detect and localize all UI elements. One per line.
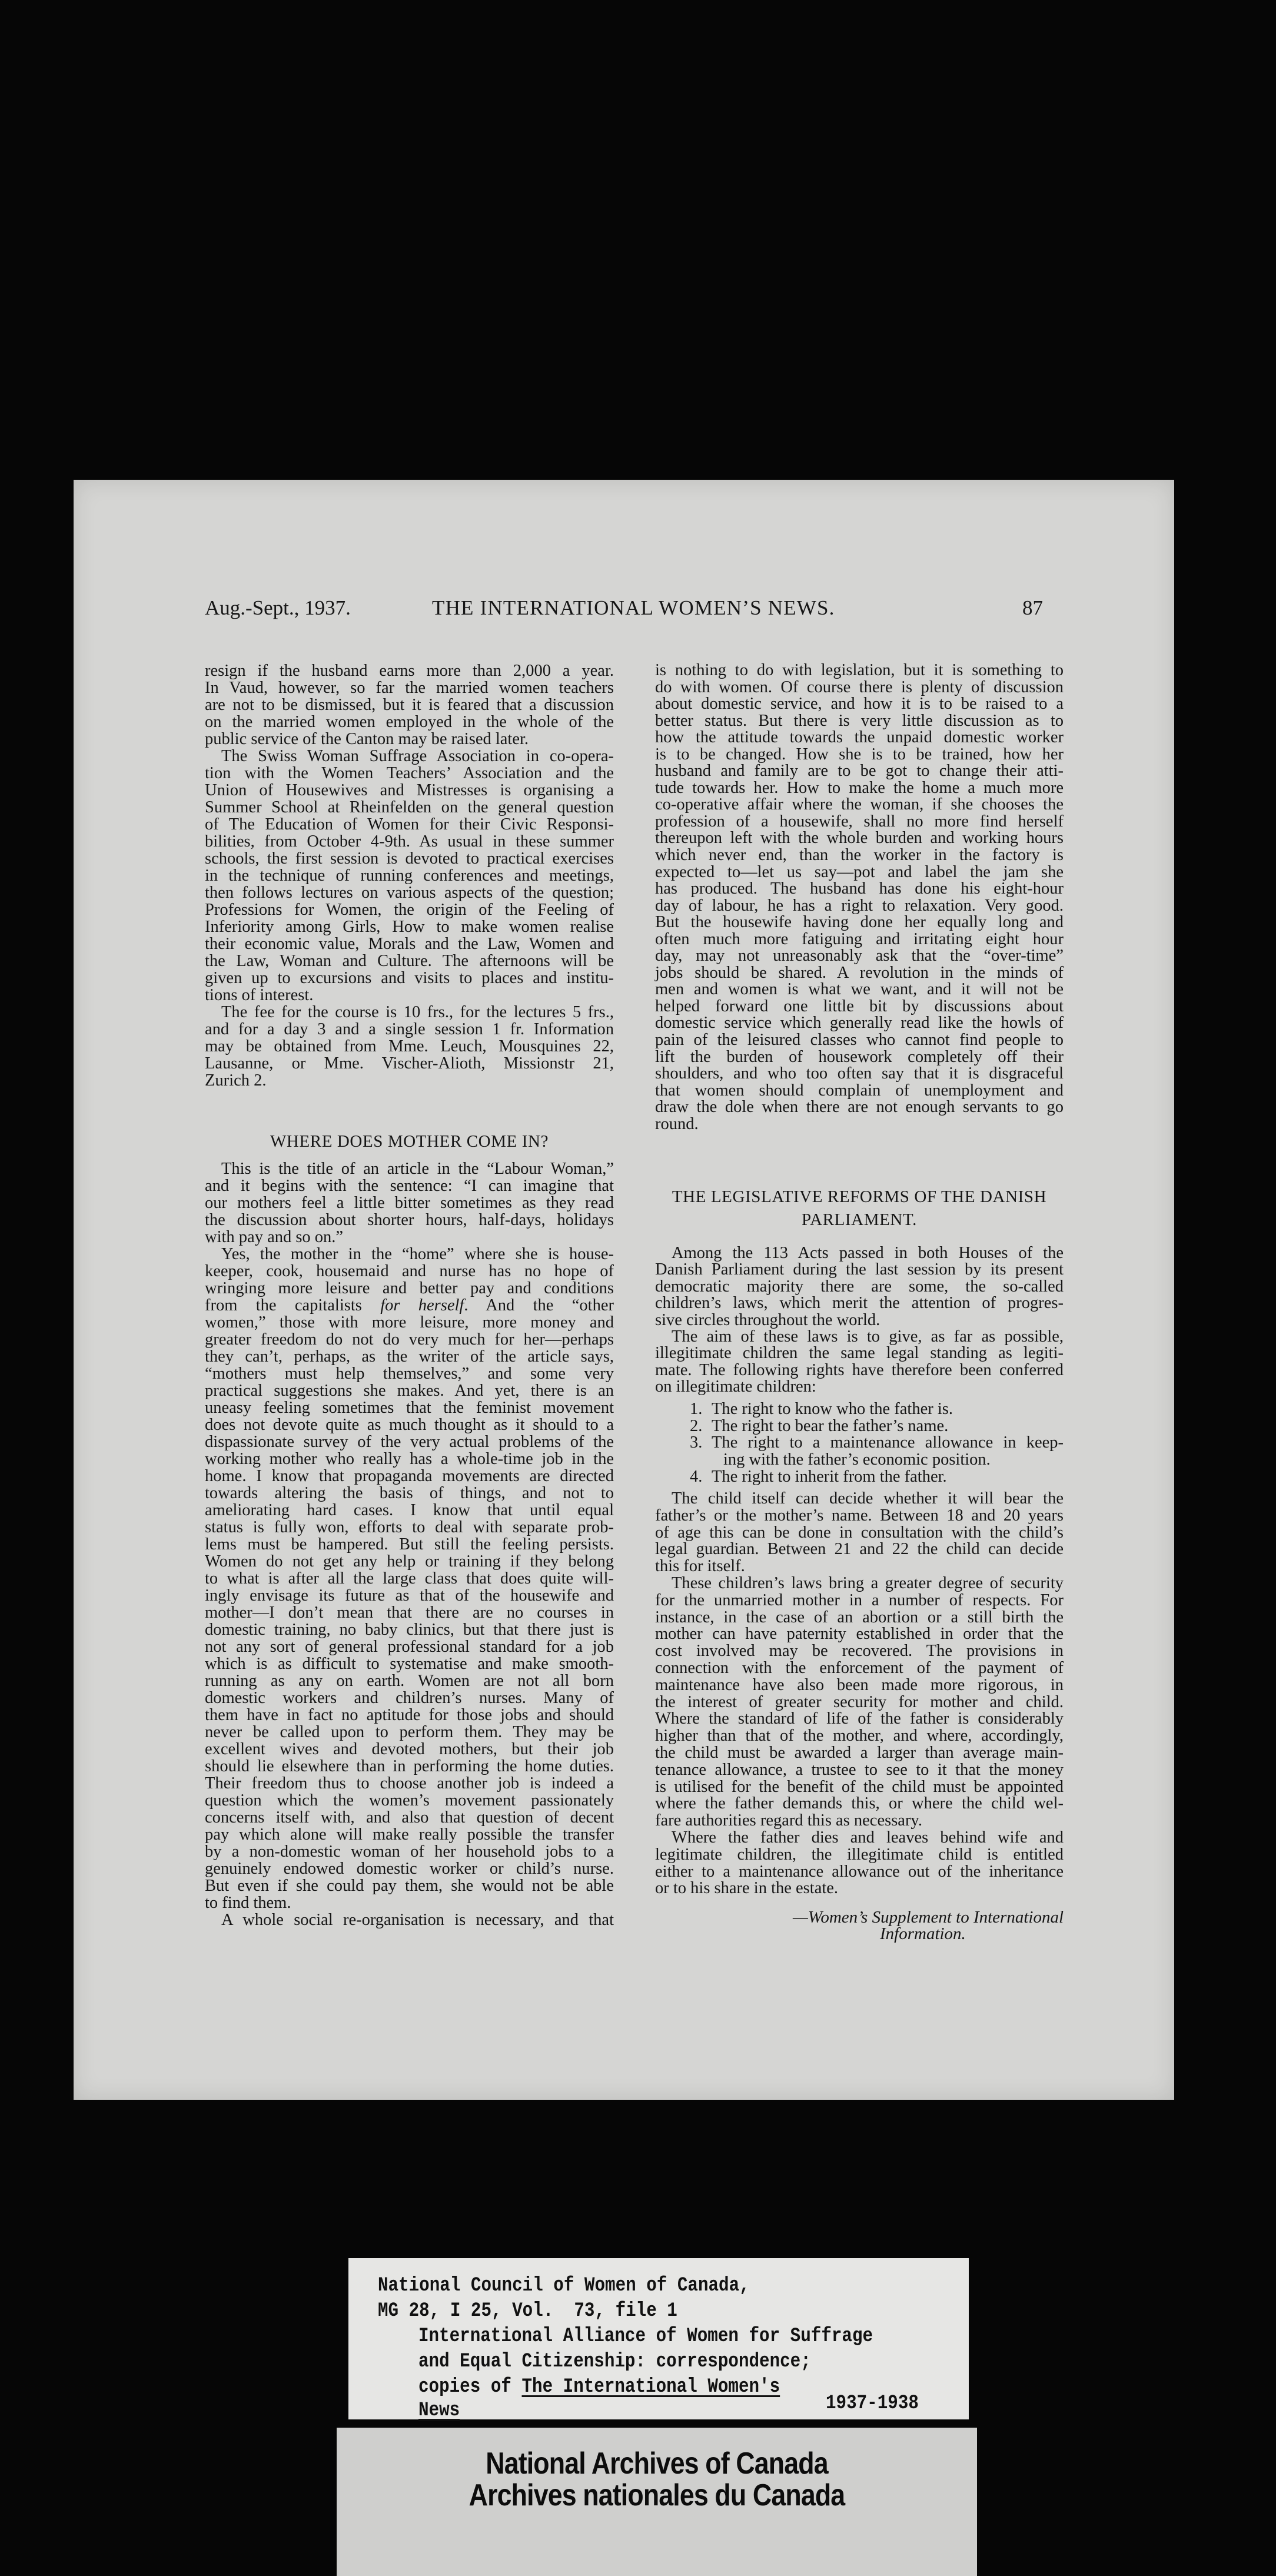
text-line: never be called upon to perform them. They may be [205, 1723, 614, 1741]
text-line: The Swiss Woman Suffrage Association in co-opera- [221, 747, 614, 765]
text-line: the interest of greater security for mother and child. [655, 1692, 1064, 1711]
text-line: given up to excursions and visits to places and institu- [205, 969, 614, 987]
card-publication-title-end: News [418, 2399, 460, 2422]
card-line-1: National Council of Women of Canada, [378, 2275, 750, 2297]
text-line: pain of the leisured classes who cannot find people to [655, 1031, 1064, 1050]
card-line-3: International Alliance of Women for Suffrage [418, 2325, 873, 2348]
list-item [690, 1469, 1064, 1486]
danish-intro-text [655, 1245, 1064, 1396]
list-number: 1. [690, 1400, 703, 1418]
article-heading-danish-line1: THE LEGISLATIVE REFORMS OF THE DANISH [672, 1187, 1047, 1206]
text-line: father’s or the mother’s name. Between 18 and 20 years [655, 1506, 1064, 1525]
text-line: legitimate children, the illegitimate child is entitled [655, 1845, 1064, 1864]
text-line: of age this can be done in consultation with the child’s [655, 1523, 1064, 1542]
text-line: is nothing to do with legislation, but it is something to [655, 661, 1064, 679]
text-line: for the unmarried mother in a number of respects. For [655, 1591, 1064, 1609]
text-line: often much more fatiguing and irritating eight hour [655, 930, 1064, 948]
text-line: lems must be hampered. But still the feeling persists. [205, 1535, 614, 1553]
text-line: ameliorating hard cases. I know that until equal [205, 1501, 614, 1519]
paragraph [655, 1575, 1064, 1830]
left-continuation-text [205, 662, 614, 1089]
archive-banner [337, 2428, 977, 2576]
text-line: towards altering the basis of things, and not to [205, 1484, 614, 1502]
text-line: Union of Housewives and Mistresses is organising a [205, 781, 614, 799]
text-line: instance, in the case of an abortion or a still birth the [655, 1608, 1064, 1626]
text-line: Inferiority among Girls, How to make women realise [205, 918, 614, 936]
text-line: The aim of these laws is to give, as far as possible, [672, 1327, 1064, 1346]
paragraph [655, 1329, 1064, 1396]
text-line: A whole social re-organisation is necessary, and that [221, 1911, 614, 1929]
article-mother-text [205, 1160, 614, 1928]
text-line: Summer School at Rheinfelden on the general question [205, 798, 614, 816]
text-line: this for itself. [655, 1557, 745, 1576]
text-line: thereupon left with the whole burden and working hours [655, 829, 1064, 848]
list-item-text: The right to inherit from the father. [712, 1467, 947, 1486]
text-line: better status. But there is very little discussion as to [655, 711, 1064, 730]
paragraph [205, 1246, 614, 1911]
text-line: by a non-domestic woman of her household jobs to a [205, 1843, 614, 1861]
card-line-2: MG 28, I 25, Vol. 73, file 1 [378, 2300, 677, 2322]
text-line: This is the title of an article in the “Labour Woman,” [221, 1160, 614, 1178]
card-line-4: and Equal Citizenship: correspondence; [418, 2351, 811, 2373]
text-line: our mothers feel a little bitter sometimes as they read [205, 1194, 614, 1212]
archive-name-english: National Archives of Canada [486, 2446, 828, 2481]
text-line: excellent wives and devoted mothers, but their job [205, 1740, 614, 1758]
text-line: Lausanne, or Mme. Vischer-Alioth, Missionstr 21, [205, 1054, 614, 1073]
paragraph [655, 1830, 1064, 1897]
danish-body-text [655, 1491, 1064, 1897]
text-line: their economic value, Morals and the Law, Women and [205, 935, 614, 953]
text-line: about domestic service, and how it is to be raised to a [655, 695, 1064, 713]
text-line: to find them. [205, 1894, 291, 1912]
paragraph [205, 1004, 614, 1089]
text-line: with pay and so on.” [205, 1228, 344, 1246]
text-line: legal guardian. Between 21 and 22 the child can decide [655, 1540, 1064, 1559]
list-item [690, 1418, 1064, 1435]
list-item [690, 1401, 1064, 1418]
text-line: tion with the Women Teachers’ Association and the [205, 764, 614, 782]
text-line: Women do not get any help or training if they belong [205, 1552, 614, 1571]
text-line: concerns itself with, and also that question of decent [205, 1808, 614, 1827]
text-line: women,” those with more leisure, more money and [205, 1313, 614, 1332]
text-line: which never end, than the worker in the factory is [655, 846, 1064, 865]
attribution-line2: Information. [880, 1924, 966, 1943]
text-line: mother—I don’t mean that there are no courses in [205, 1604, 614, 1622]
list-item-text: The right to a maintenance allowance in keep- [712, 1433, 1064, 1452]
text-line: co-operative affair where the woman, if she chooses the [655, 795, 1064, 814]
card-line-5-prefix: copies of [418, 2376, 522, 2398]
text-line: question which the women’s movement passionately [205, 1791, 614, 1810]
text-line: mother can have paternity established in order that the [655, 1625, 1064, 1644]
paragraph [205, 662, 614, 748]
text-line: or to his share in the estate. [655, 1879, 839, 1898]
text-line [205, 1297, 614, 1314]
text-line: and for a day 3 and a single session 1 fr. Information [205, 1020, 614, 1038]
attribution-line1: —Women’s Supplement to International [793, 1908, 1064, 1927]
text-line: ingly envisage its future as that of the housewife and [205, 1586, 614, 1605]
text-line: Where the standard of life of the father is considerably [655, 1709, 1064, 1728]
text-line: does not devote quite as much thought as it should to a [205, 1416, 614, 1434]
text-line: illegitimate children the same legal standing as legiti- [655, 1344, 1064, 1363]
text-line: husband and family are to be got to change their atti- [655, 762, 1064, 781]
paragraph [655, 662, 1064, 1133]
text-line: the Law, Woman and Culture. The afternoons will be [205, 952, 614, 970]
text-line: mate. The following rights have therefore been conferred [655, 1360, 1064, 1379]
text-line: do with women. Of course there is plenty of discussion [655, 678, 1064, 696]
italic-text: for herself [380, 1296, 464, 1314]
text-line: day, may not unreasonably ask that the “over-time” [655, 947, 1064, 965]
text-line: connection with the enforcement of the payment of [655, 1658, 1064, 1677]
text-line: the discussion about shorter hours, half-days, holidays [205, 1211, 614, 1229]
text-line: Their freedom thus to choose another job is indeed a [205, 1774, 614, 1792]
list-number: 2. [690, 1416, 703, 1435]
text-line: has produced. The husband has done his eight-hour [655, 879, 1064, 898]
list-item-text: The right to bear the father’s name. [712, 1416, 949, 1435]
text-line: tions of interest. [205, 986, 314, 1004]
issue-date: Aug.-Sept., 1937. [205, 596, 351, 619]
text-line: lift the burden of housework completely off their [655, 1047, 1064, 1066]
text-line: jobs should be shared. A revolution in the minds of [655, 963, 1064, 982]
text-line: The fee for the course is 10 frs., for the lectures 5 frs., [221, 1003, 614, 1021]
text-line: pay which alone will make really possible the transfer [205, 1825, 614, 1844]
text-line: expected to—let us say—pot and label the jam she [655, 862, 1064, 881]
text-line: Danish Parliament during the last session by its present [655, 1260, 1064, 1279]
text-line: working mother who really has a whole-time job in the [205, 1450, 614, 1468]
text-line: resign if the husband earns more than 2,000 a year. [205, 662, 614, 680]
text-line: children’s laws, which merit the attention of progres- [655, 1294, 1064, 1313]
text-line: shoulders, and who too often say that it is disgraceful [655, 1064, 1064, 1083]
text-line: cost involved may be recovered. The provisions in [655, 1642, 1064, 1661]
text-line: them have in fact no aptitude for those jobs and should [205, 1706, 614, 1724]
text-line: Yes, the mother in the “home” where she is house- [221, 1245, 614, 1263]
article-heading-mother: WHERE DOES MOTHER COME IN? [270, 1132, 549, 1151]
text-line: not any sort of general professional standard for a job [205, 1638, 614, 1656]
text-segment: . And the “other [464, 1296, 614, 1314]
text-line: These children’s laws bring a greater degree of security [672, 1574, 1064, 1592]
text-line: Zurich 2. [205, 1071, 267, 1090]
paragraph [205, 1160, 614, 1246]
text-line: maintenance have also been made more rigorous, in [655, 1675, 1064, 1694]
right-continuation-text [655, 662, 1064, 1133]
text-line: the child must be awarded a larger than average main- [655, 1743, 1064, 1762]
paragraph [655, 1245, 1064, 1329]
text-line: they can’t, perhaps, as the writer of the article says, [205, 1347, 614, 1366]
text-line: profession of a housewife, shall no more find herself [655, 812, 1064, 831]
text-line: and it begins with the sentence: “I can imagine that [205, 1177, 614, 1195]
text-line: either to a maintenance allowance out of the inheritance [655, 1862, 1064, 1881]
text-line: greater freedom do not do very much for her—perhaps [205, 1330, 614, 1349]
text-line: sive circles throughout the world. [655, 1310, 880, 1329]
text-line: home. I know that propaganda movements are directed [205, 1467, 614, 1485]
archive-name-french: Archives nationales du Canada [468, 2478, 845, 2512]
card-line-5 [418, 2375, 780, 2400]
text-line: In Vaud, however, so far the married women teachers [205, 679, 614, 697]
text-line: men and women is what we want, and it will not be [655, 980, 1064, 999]
list-item-text: ing with the father’s economic position. [723, 1450, 991, 1469]
text-line: But even if she could pay them, she would not be able [205, 1877, 614, 1895]
text-line: in the technique of running conferences and meetings, [205, 867, 614, 885]
text-line: domestic training, no baby clinics, but that there just is [205, 1621, 614, 1639]
text-line: keeper, cook, housemaid and nurse has no hope of [205, 1262, 614, 1280]
text-line: are not to be dismissed, but it is feared that a discussion [205, 696, 614, 714]
text-line: where the father demands this, or where the child wel- [655, 1794, 1064, 1813]
text-line: to what is after all the large class that does quite will- [205, 1569, 614, 1588]
paragraph [655, 1491, 1064, 1575]
text-line: practical suggestions she makes. And yet, there is an [205, 1382, 614, 1400]
paragraph [205, 748, 614, 1004]
paragraph [205, 1911, 614, 1928]
text-line: Professions for Women, the origin of the Feeling of [205, 901, 614, 919]
text-line: fare authorities regard this as necessary. [655, 1811, 922, 1830]
text-line: wringing more leisure and better pay and conditions [205, 1279, 614, 1297]
text-line: round. [655, 1114, 699, 1133]
text-line: tenance allowance, a trustee to see to it that the money [655, 1760, 1064, 1779]
text-line: democratic majority there are some, the so-called [655, 1277, 1064, 1296]
list-number: 4. [690, 1467, 703, 1486]
text-line: bilities, from October 4-9th. As usual in these summer [205, 832, 614, 851]
text-line: is utilised for the benefit of the child must be appointed [655, 1777, 1064, 1796]
text-line: The child itself can decide whether it will bear the [672, 1489, 1064, 1508]
text-line: of The Education of Women for their Civic Responsi- [205, 815, 614, 834]
list-number: 3. [690, 1433, 703, 1452]
text-line: domestic service which generally read like the howls of [655, 1014, 1064, 1033]
text-line: should lie elsewhere than in performing the home duties. [205, 1757, 614, 1775]
text-line: Among the 113 Acts passed in both Houses of the [672, 1244, 1064, 1262]
text-line: how the attitude towards the unpaid domestic worker [655, 728, 1064, 747]
text-line: genuinely endowed domestic worker or child’s nurse. [205, 1860, 614, 1878]
card-publication-title: The International Women's [521, 2376, 780, 2398]
article-heading-danish-line2: PARLIAMENT. [802, 1210, 917, 1229]
list-item-text: The right to know who the father is. [712, 1400, 953, 1418]
text-line: on illegitimate children: [655, 1377, 816, 1396]
text-line: that women should complain of unemployment and [655, 1081, 1064, 1100]
text-line: But the housewife having done her equally long and [655, 913, 1064, 932]
archive-reference-card [348, 2258, 969, 2422]
text-line: may be obtained from Mme. Leuch, Mousquines 22, [205, 1037, 614, 1055]
text-line: public service of the Canton may be raised later. [205, 730, 529, 748]
text-line: is to be changed. How she is to be trained, how her [655, 745, 1064, 763]
text-line: draw the dole when there are not enough servants to go [655, 1098, 1064, 1117]
text-line: domestic workers and children’s nurses. Many of [205, 1689, 614, 1707]
text-segment: from the capitalists [205, 1296, 381, 1314]
card-line-6 [418, 2398, 460, 2424]
card-date-range: 1937-1938 [826, 2392, 919, 2415]
text-line: helped forward one little bit by discussions about [655, 997, 1064, 1015]
text-line: schools, the first session is devoted to practical exercises [205, 849, 614, 868]
text-line: Where the father dies and leaves behind wife and [672, 1828, 1064, 1847]
rights-list [690, 1401, 1064, 1485]
text-line: status is fully won, efforts to deal with separate prob- [205, 1518, 614, 1536]
text-line: higher than that of the mother, and where, accordingly, [655, 1727, 1064, 1745]
text-line: then follows lectures on various aspects of the question; [205, 884, 614, 902]
publication-title: THE INTERNATIONAL WOMEN’S NEWS. [432, 596, 835, 619]
text-line: “mothers must help themselves,” and some very [205, 1365, 614, 1383]
page-number: 87 [1022, 596, 1043, 619]
text-line: tude towards her. How to make the home a much more [655, 778, 1064, 797]
text-line: on the married women employed in the whole of the [205, 713, 614, 731]
text-line: dispassionate survey of the very actual problems of the [205, 1433, 614, 1451]
text-line: uneasy feeling sometimes that the feminist movement [205, 1399, 614, 1417]
list-item [690, 1435, 1064, 1468]
text-line: running as any on earth. Women are not all born [205, 1672, 614, 1690]
text-line: which is as difficult to systematise and make smooth- [205, 1655, 614, 1673]
text-line: day of labour, he has a right to relaxation. Very good. [655, 896, 1064, 915]
